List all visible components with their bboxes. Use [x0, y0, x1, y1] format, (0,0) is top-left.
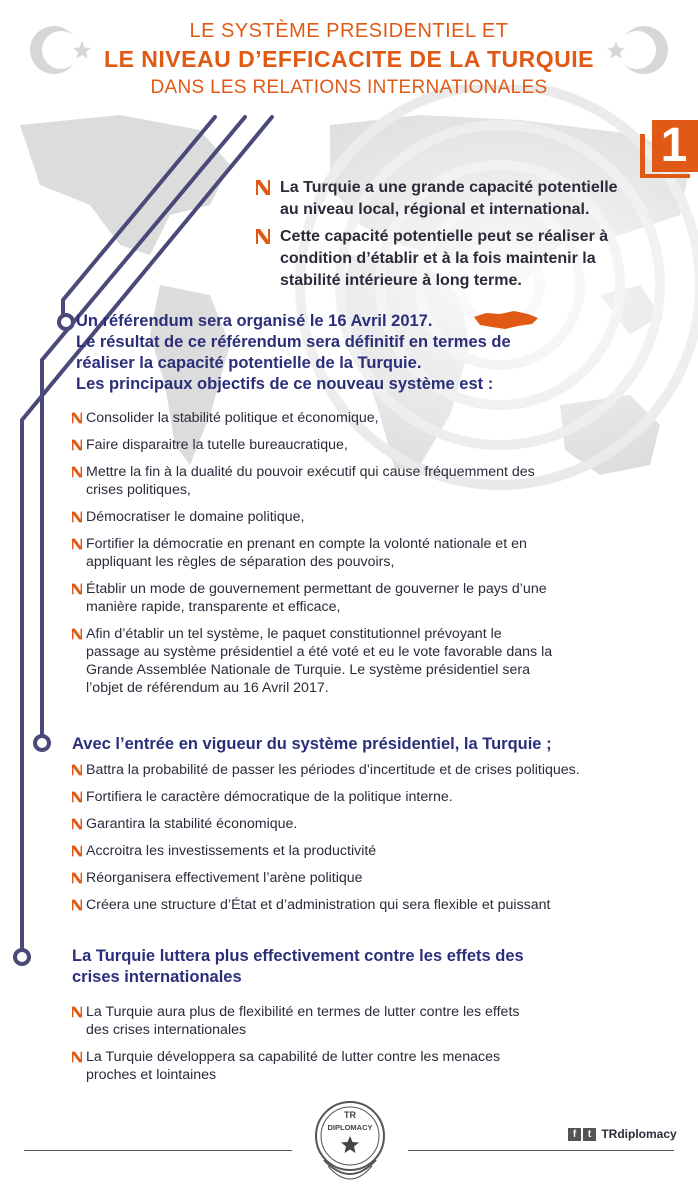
list-item: Battra la probabilité de passer les périodes d’incertitude et de crises politiques. [72, 761, 672, 779]
title-line-3: DANS LES RELATIONS INTERNATIONALES [150, 77, 548, 98]
list-item: Accroitra les investissements et la productivité [72, 842, 672, 860]
list-item: Établir un mode de gouvernement permettant de gouverner le pays d’une manière rapide, transparente et efficace, [72, 580, 672, 616]
twitter-icon[interactable]: t [583, 1128, 596, 1141]
orange-flag-bullet-icon [72, 511, 82, 523]
seal-mid-text: DIPLOMACY [327, 1123, 373, 1132]
orange-flag-bullet-icon [72, 872, 82, 884]
orange-flag-bullet-icon [72, 583, 82, 595]
list-item: Mettre la fin à la dualité du pouvoir exécutif qui cause fréquemment des crises politiques, [72, 463, 672, 499]
orange-flag-bullet-icon [72, 538, 82, 550]
orange-flag-bullet-icon [256, 229, 270, 244]
section3-list [72, 1003, 672, 1084]
orange-flag-bullet-icon [256, 180, 270, 195]
orange-flag-bullet-icon [72, 1051, 82, 1063]
orange-flag-bullet-icon [72, 466, 82, 478]
orange-flag-bullet-icon [72, 1006, 82, 1018]
orange-flag-bullet-icon [72, 764, 82, 776]
list-item: Afin d’établir un tel système, le paquet constitutionnel prévoyant le passage au système présidentiel a été voté et eu le vote favorable dans la Grande Assemblée Nationale de Turquie. Le système présidentiel sera l’objet de référendum au 16 Avril 2017. [72, 625, 672, 697]
section2-heading: Avec l’entrée en vigueur du système présidentiel, la Turquie ; [72, 735, 552, 753]
list-item: Garantira la stabilité économique. [72, 815, 672, 833]
social-handle [568, 1127, 677, 1141]
list-item: Fortifier la démocratie en prenant en compte la volonté nationale et en appliquant les règles de séparation des pouvoirs, [72, 535, 672, 571]
orange-flag-bullet-icon [72, 791, 82, 803]
orange-flag-bullet-icon [72, 818, 82, 830]
list-item: Démocratiser le domaine politique, [72, 508, 672, 526]
list-item: Fortifiera le caractère démocratique de la politique interne. [72, 788, 672, 806]
list-item: Faire disparaitre la tutelle bureaucratique, [72, 436, 672, 454]
list-item: Réorganisera effectivement l’arène politique [72, 869, 672, 887]
intro-item: La Turquie a une grande capacité potentielle au niveau local, régional et international. [256, 177, 676, 221]
list-item: La Turquie développera sa capabilité de lutter contre les menaces proches et lointaines [72, 1048, 672, 1084]
section3-heading: La Turquie luttera plus effectivement contre les effets des crises internationales [72, 947, 524, 986]
section2-list [72, 761, 672, 914]
list-item: La Turquie aura plus de flexibilité en termes de lutter contre les effets des crises internationales [72, 1003, 672, 1039]
footer-divider-left [24, 1150, 292, 1151]
orange-flag-bullet-icon [72, 899, 82, 911]
title-line-1: LE SYSTÈME PRESIDENTIEL ET [189, 20, 509, 42]
handle-text: TRdiplomacy [601, 1127, 677, 1141]
badge-number: 1 [660, 119, 688, 172]
tr-diplomacy-seal-logo [310, 1094, 390, 1194]
orange-flag-bullet-icon [72, 439, 82, 451]
footer-divider-right [408, 1150, 674, 1151]
list-item: Créera une structure d’État et d’administration qui sera flexible et puissant [72, 896, 672, 914]
intro-list [256, 177, 676, 297]
seal-top-text: TR [344, 1110, 356, 1120]
orange-flag-bullet-icon [72, 628, 82, 640]
orange-flag-bullet-icon [72, 845, 82, 857]
title-line-2: LE NIVEAU D’EFFICACITE DE LA TURQUIE [104, 46, 594, 72]
facebook-icon[interactable]: f [568, 1128, 581, 1141]
section1-list [72, 409, 672, 697]
section1-heading: Un référendum sera organisé le 16 Avril 2017. Le résultat de ce référendum sera définitif en termes de réaliser la capacité potentielle de la Turquie. Les principaux objectifs de ce nouveau système est : [76, 312, 511, 393]
orange-flag-bullet-icon [72, 412, 82, 424]
list-item: Consolider la stabilité politique et économique, [72, 409, 672, 427]
intro-item: Cette capacité potentielle peut se réaliser à condition d’établir et à la fois maintenir la stabilité intérieure à long terme. [256, 226, 676, 292]
